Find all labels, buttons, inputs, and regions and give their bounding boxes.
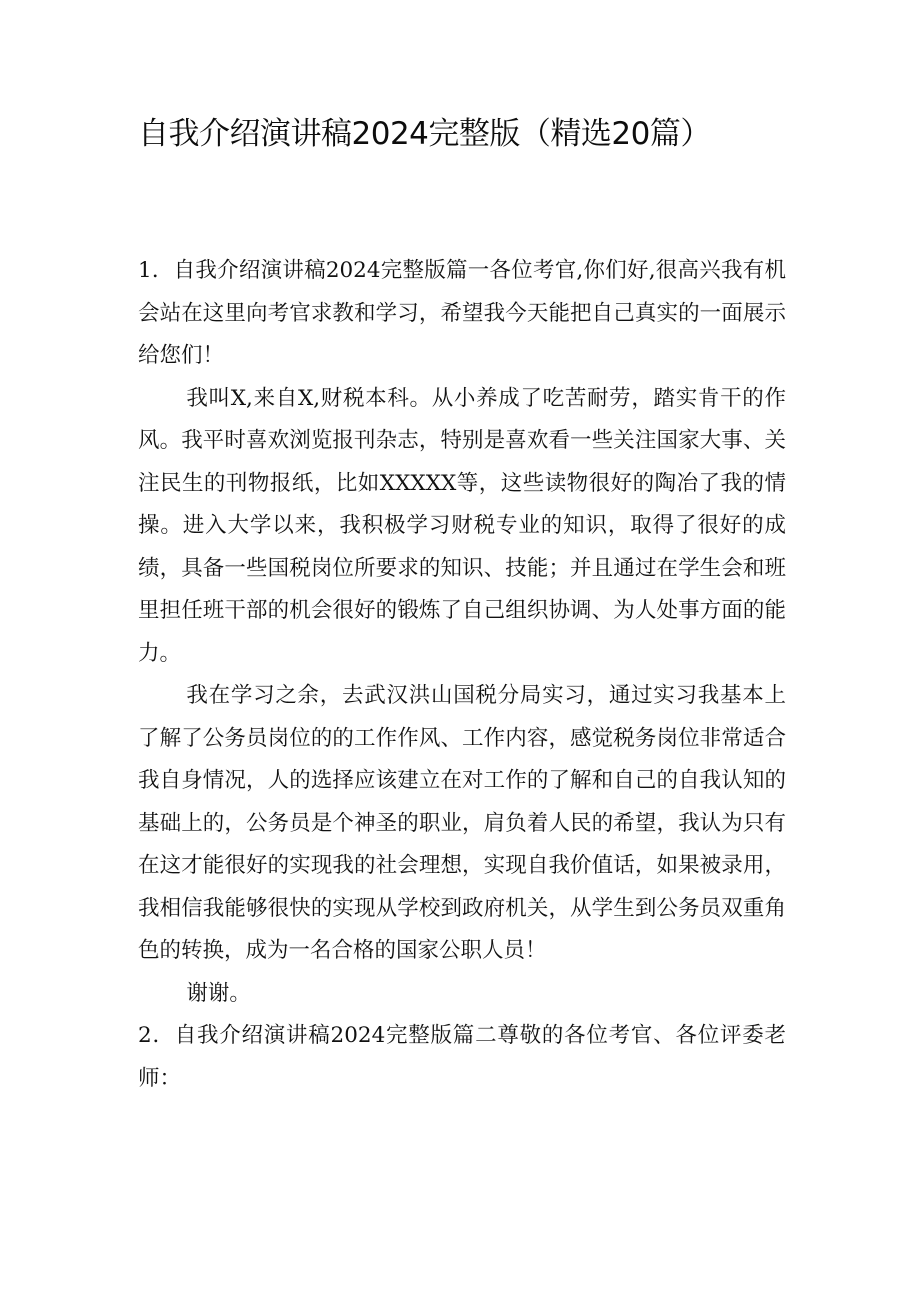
paragraph-1: 1．自我介绍演讲稿2024完整版篇一各位考官,你们好,很高兴我有机会站在这里向考官求教和学习，希望我今天能把自己真实的一面展示给您们！ (138, 258, 786, 368)
paragraph-2: 我叫X,来自X,财税本科。从小养成了吃苦耐劳，踏实肯干的作风。我平时喜欢浏览报刊杂志，特别是喜欢看一些关注国家大事、关注民生的刊物报纸，比如XXXXX等，这些读物很好的陶冶了我的情操。进入大学以来，我积极学习财税专业的知识，取得了很好的成绩，具备一些国税岗位所要求的知识、技能；并且通过在学生会和班里担任班干部的机会很好的锻炼了自己组织协调、为人处事方面的能力。 (138, 385, 786, 666)
document-body (138, 250, 786, 1100)
paragraph-4: 谢谢。 (186, 980, 251, 1006)
paragraph-3: 我在学习之余，去武汉洪山国税分局实习，通过实习我基本上了解了公务员岗位的的工作作风、工作内容，感觉税务岗位非常适合我自身情况，人的选择应该建立在对工作的了解和自己的自我认知的基础上的，公务员是个神圣的职业，肩负着人民的希望，我认为只有在这才能很好的实现我的社会理想，实现自我价值话，如果被录用，我相信我能够很快的实现从学校到政府机关，从学生到公务员双重角色的转换，成为一名合格的国家公职人员！ (138, 683, 786, 963)
document-title: 自我介绍演讲稿2024完整版（精选20篇） (138, 116, 711, 152)
paragraph-5: 2．自我介绍演讲稿2024完整版篇二尊敬的各位考官、各位评委老师： (138, 1023, 786, 1091)
